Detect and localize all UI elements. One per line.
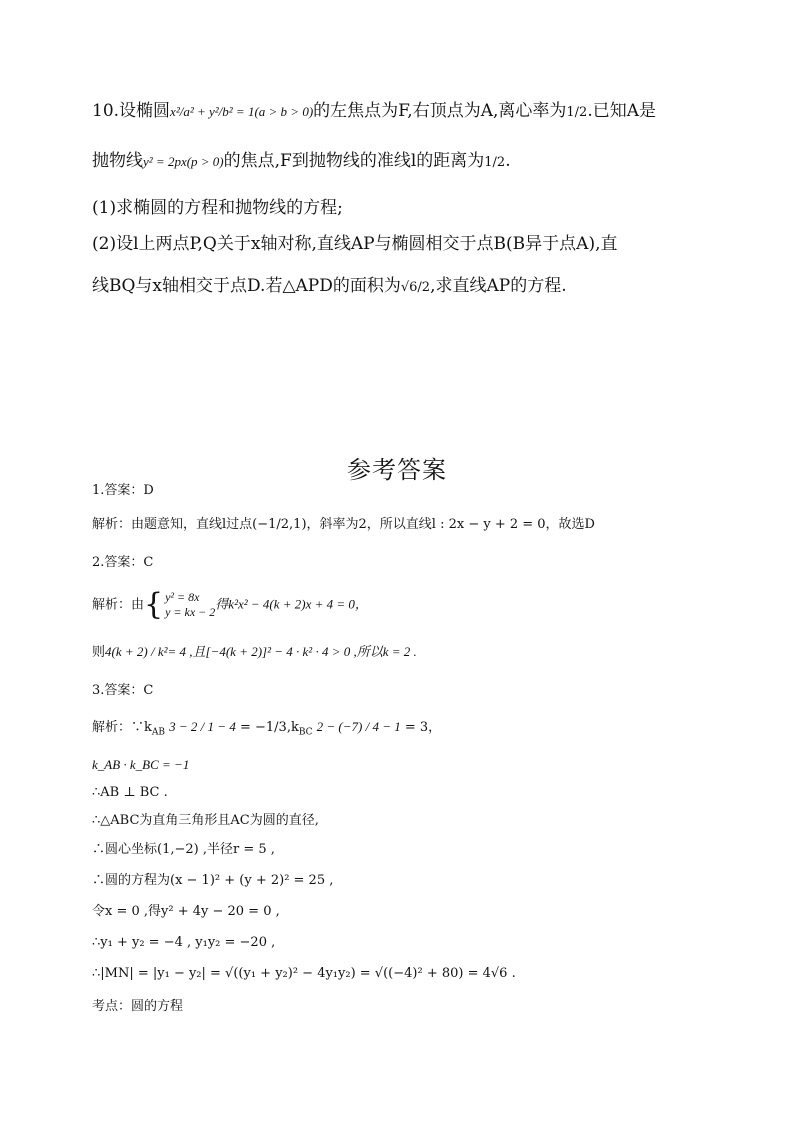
- answer-3-line5: ∴圆心坐标(1,−2) ,半径r = 5 ,: [92, 842, 275, 857]
- ellipse-equation: x²/a² + y²/b² = 1(a > b > 0): [170, 104, 314, 119]
- answers-title: 参考答案: [347, 456, 447, 484]
- slope-ab-fraction: 3 − 2 / 1 − 4: [169, 719, 236, 734]
- problem10-text-d: 的焦点,F到抛物线的准线l的距离为: [223, 151, 485, 171]
- problem10-text-b: .已知A是: [587, 101, 656, 121]
- question-2-line1: (2)设l上两点P,Q关于x轴对称,直线AP与椭圆相交于点B(B异于点A),直: [92, 234, 618, 254]
- answer-1-text-a: 解析：由题意知，直线l过点(−: [92, 517, 269, 532]
- question-2-line2: [92, 278, 567, 295]
- answer-2-text-d: = 4 ,且[−4(k + 2)]² − 4 · k² · 4 > 0 ,所以k = 2 .: [167, 644, 417, 659]
- slope-bc-fraction: 2 − (−7) / 4 − 1: [316, 719, 401, 734]
- answer-2-text-a: 解析：由: [92, 597, 145, 613]
- eccentricity-value: 1/2: [566, 105, 588, 120]
- area-value: √6/2: [400, 280, 431, 295]
- problem10-text-a: 的左焦点为F,右顶点为A,离心率为: [313, 101, 567, 121]
- answer-3-line6: ∴圆的方程为(x − 1)² + (y + 2)² = 25 ,: [92, 873, 334, 888]
- answer-3-line8: ∴y₁ + y₂ = −4 , y₁y₂ = −20 ,: [92, 935, 276, 950]
- answer-3-text-b: = −: [239, 720, 266, 735]
- answer-3-text-c: ,k: [286, 720, 299, 735]
- answer-1-point: 1/2: [268, 517, 290, 532]
- answer-2-text-c: 则: [92, 645, 106, 660]
- answer-2-label: 2.答案：C: [92, 555, 154, 570]
- left-brace-symbol: {: [144, 587, 164, 622]
- equation-system: [165, 590, 215, 620]
- answer-2-line2: [92, 645, 417, 659]
- parabola-equation: y² = 2px(p > 0): [143, 154, 224, 169]
- answer-1-label: 1.答案：D: [92, 483, 154, 498]
- answer-3-line7: 令x = 0 ,得y² + 4y − 20 = 0 ,: [92, 904, 280, 919]
- question-2-text-b: ,求直线AP的方程.: [430, 276, 567, 296]
- problem10-line1: [92, 103, 656, 120]
- answer-1-text-b: ,1)，斜率为2，所以直线l : 2x − y + 2 = 0，故选D: [289, 517, 595, 532]
- answer-3-text-d: = 3，: [404, 720, 442, 735]
- answer-3-label: 3.答案：C: [92, 683, 154, 698]
- equation-2: y = kx − 2: [165, 605, 216, 619]
- answer-3-topic: 考点：圆的方程: [92, 999, 184, 1014]
- answer-1-explanation: [92, 518, 595, 531]
- equation-1: y² = 8x: [165, 590, 200, 604]
- answer-3-line2: k_AB · k_BC = −1: [92, 757, 190, 772]
- problem10-text-c: 抛物线: [92, 151, 143, 171]
- distance-value: 1/2: [484, 155, 506, 170]
- answer-2-explanation: [92, 587, 368, 622]
- answer-2-text-b: 得k²x² − 4(k + 2)x + 4 = 0，: [215, 596, 368, 612]
- question-1: (1)求椭圆的方程和抛物线的方程;: [92, 198, 343, 218]
- problem-number-text: 10.设椭圆: [92, 101, 171, 121]
- slope-ab-value: 1/3: [265, 720, 287, 735]
- answer-3-line3: ∴AB ⊥ BC .: [92, 785, 168, 800]
- answer-2-fraction: 4(k + 2) / k²: [105, 644, 168, 659]
- question-2-text-a: 线BQ与x轴相交于点D.若△APD的面积为: [92, 276, 401, 296]
- answer-3-line4: ∴△ABC为直角三角形且AC为圆的直径,: [92, 813, 319, 828]
- answer-3-text-a: 解析：∵k: [92, 720, 152, 735]
- problem10-line2: [92, 153, 511, 170]
- problem10-text-e: .: [505, 151, 511, 171]
- answer-3-line9: ∴|MN| = |y₁ − y₂| = √((y₁ + y₂)² − 4y₁y₂) = √((−4)² + 80) = 4√6 .: [92, 966, 516, 981]
- answer-3-explanation: 解析：$\because k_{AB}$ $3 - 2 / 1 - 4 = -1/3,k_{BC}$ 2 − (−7) / 4 − 1 = 3，: [92, 719, 442, 738]
